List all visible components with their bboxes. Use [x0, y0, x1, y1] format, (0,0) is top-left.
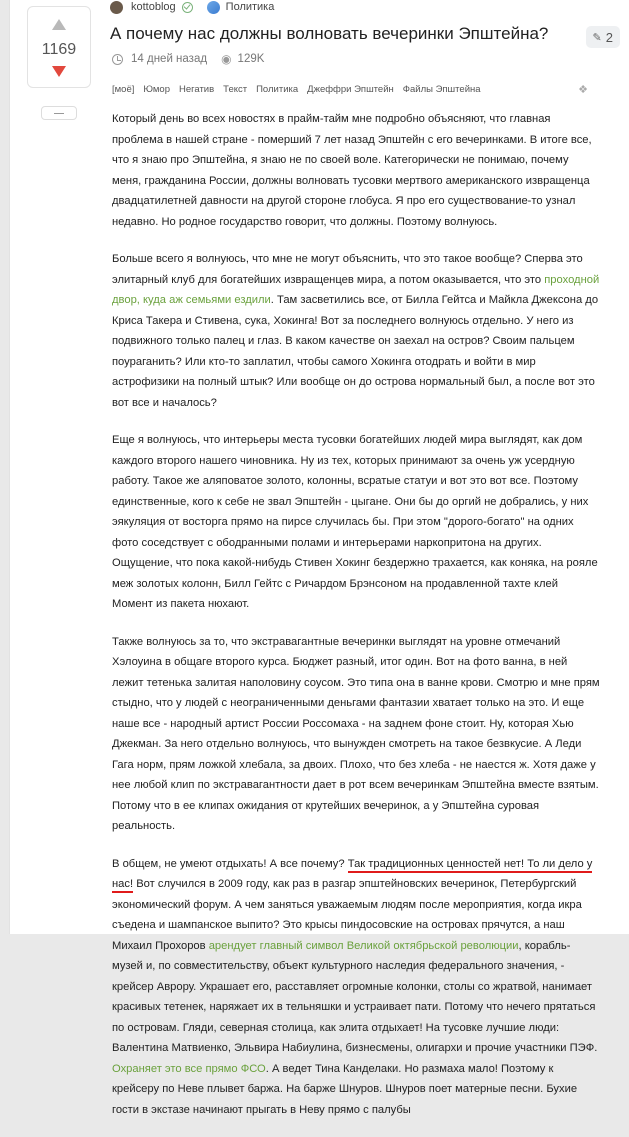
tag-item[interactable]: Юмор: [143, 84, 170, 95]
eye-icon: ◉: [221, 52, 232, 66]
text-span: , корабль-музей и, по совместительству, объект культурного наследия федерального значения, - крейсер Аврору. Украшает его, расставляет огромные колонки, столы со жратвой, нанимает красивых тетенек, наряжает их в тельняшки и устраивает пати. Потому что нечего прятаться по островам. Гляди, северная столица, как элита отдыхает! На тусовке лучшие люди: Валентина Матвиенко, Эльвира Набиулина, бизнесмены, олигархи и прочие участники ПЭФ.: [112, 939, 598, 1054]
tag-list: [112, 84, 490, 95]
link[interactable]: арендует главный символ Великой октябрьской революции: [208, 939, 519, 952]
text-span: Больше всего я волнуюсь, что мне не могут объяснить, что это такое вообще? Сперва это элитарный клуб для богатейших извращенцев мира, а потом оказывается, что это: [112, 253, 583, 286]
text-span: . Там засветились все, от Билла Гейтса и Майкла Джексона до Криса Такера и Стивена, сука, Хокинга! Вот за последнего волнуюсь отдельно. У него из подвижного только палец и глаз. В каком качестве он заехал на остров? Своим пальцем поураганить? Или кто-то заплатил, чтобы самого Хокинга отодрать и войти в мир астрофизики на полный штык? Или вообще он до острова нормальный был, а после вот это вот все и началось?: [112, 294, 599, 409]
downvote-icon[interactable]: [52, 66, 66, 77]
paragraph: [112, 249, 600, 413]
avatar[interactable]: [110, 1, 123, 14]
comment-icon: ✎: [592, 31, 602, 44]
paragraph: Также волнуюсь за то, что экстравагантные вечеринки выглядят на уровне отмечаний Хэлоуина в общаге второго курса. Бюджет разный, итог один. Вот на фото ванна, в ней лежит тетенька залитая наполовину соусом. Это типа она в ванне крови. Смотрю и мне прям стыдно, что у людей с неограниченными деньгами фантазии хватает только на это. И еще наше все - народный артист России Россомаха - на заднем фоне стоит. Ну, которая Хью Джекман. За него отдельно волнуюсь, что вынужден смотреть на такое безвкусие. А Леди Гага норм, прям ложкой хлебала, за двоих. Плохо, что без хлеба - не наестся ж. Хотя даже у нее любой клип по экстравагантности дает в рот всем вечеринкам Эпштейна вместе взятым. Потому что в ее клипах ожидания от крутейших вечеринок, а у Эпштейна суровая реальность.: [112, 635, 600, 832]
author-name[interactable]: kottoblog: [131, 1, 176, 13]
tag-item[interactable]: Джеффри Эпштейн: [307, 84, 394, 95]
community-icon[interactable]: [207, 1, 220, 14]
post-meta: [110, 0, 274, 14]
rating-box: [27, 6, 91, 88]
tag-item[interactable]: Политика: [256, 84, 299, 95]
article-body: [112, 109, 600, 1137]
paragraph: [112, 854, 600, 1121]
post-title[interactable]: А почему нас должны волновать вечеринки Эпштейна?: [110, 24, 549, 43]
paragraph: Еще я волнуюсь, что интерьеры места тусовки богатейших людей мира выглядят, как дом каждого второго нашего чиновника. Ну из тех, которых принимают за очень уж усердную работу. Такое же аляповатое золото, колонны, всратые статуи и вот это вот все. Поэтому единственные, кого к себе не звал Эпштейн - цыгане. Они бы до оргий не добрались, у них эякуляция от восторга прямо на пирсе случилась бы. При этом "дорого-богато" на одних фото соседствует с ободранными полами и интерьерами наркопритона на других. Ощущение, что пока какой-нибудь Стивен Хокинг бездержно трахается, как коняка, на рояле меж золотых колонн, Билл Гейтс с Ричардом Брэнсоном на продавленной тахте клей Момент из пакета нюхают.: [112, 434, 598, 610]
comments-count: 2: [605, 29, 613, 45]
link[interactable]: Охраняет это все прямо ФСО: [112, 1062, 266, 1075]
views-count: 129K: [237, 53, 265, 65]
collapse-button[interactable]: [41, 106, 77, 120]
highlighted-text: Так традиционных ценностей нет! То ли дело у нас!: [112, 858, 592, 894]
paragraph: Который день во всех новостях в прайм-тайм мне подробно объясняют, что главная проблема в нашей стране - померший 7 лет назад Эпштейн с его вечеринками. В итоге все, что я знаю про Эпштейна, я знаю не по своей воле. Категорически не понимаю, почему меня, гражданина России, должны волновать тусовки мертвого американского извращенца двадцатилетней давности на другой стороне глобуса. Я про его существование-то узнал недавно. Но родное государство говорит, что должны. Поэтому волнуюсь.: [112, 113, 592, 228]
vote-column: [27, 6, 93, 120]
tag-item[interactable]: Текст: [223, 84, 248, 95]
community-name[interactable]: Политика: [225, 1, 275, 13]
tag-icon[interactable]: ❖: [578, 84, 588, 96]
text-span: В общем, не умеют отдыхать! А все почему?: [112, 857, 348, 870]
verified-icon: [182, 2, 193, 13]
text-span: . А ведет Тина Канделаки. Но размаха мало! Поэтому к крейсеру по Неве плывет баржа. На барже Шнуров. Шнуров поет матерные песни. Бухие гости в экстазе начинают прыгать в Неву прямо с палубы: [112, 1062, 578, 1116]
post-card: [9, 0, 629, 1116]
upvote-icon[interactable]: [52, 19, 66, 30]
text-span: Вот случился в 2009 году, как раз в разгар эпштейновских вечеринок, Петербургский экономический форум. А чем заняться уважаемым людям после мероприятия, когда икра съедена и шампанское выпито? Это крысы пиндосовские на островах прячутся, а наш Михаил Прохоров: [112, 878, 582, 952]
post-time: 14 дней назад: [131, 53, 208, 65]
tag-item[interactable]: Негатив: [178, 84, 215, 95]
tag-item[interactable]: Файлы Эпштейна: [402, 84, 481, 95]
comments-button[interactable]: [586, 26, 620, 48]
post-info: [112, 52, 264, 66]
tag-item[interactable]: [моё]: [112, 84, 135, 95]
link[interactable]: проходной двор, куда аж семьями ездили: [112, 273, 600, 306]
clock-icon: [112, 54, 123, 65]
rating-count: 1169: [41, 41, 77, 58]
